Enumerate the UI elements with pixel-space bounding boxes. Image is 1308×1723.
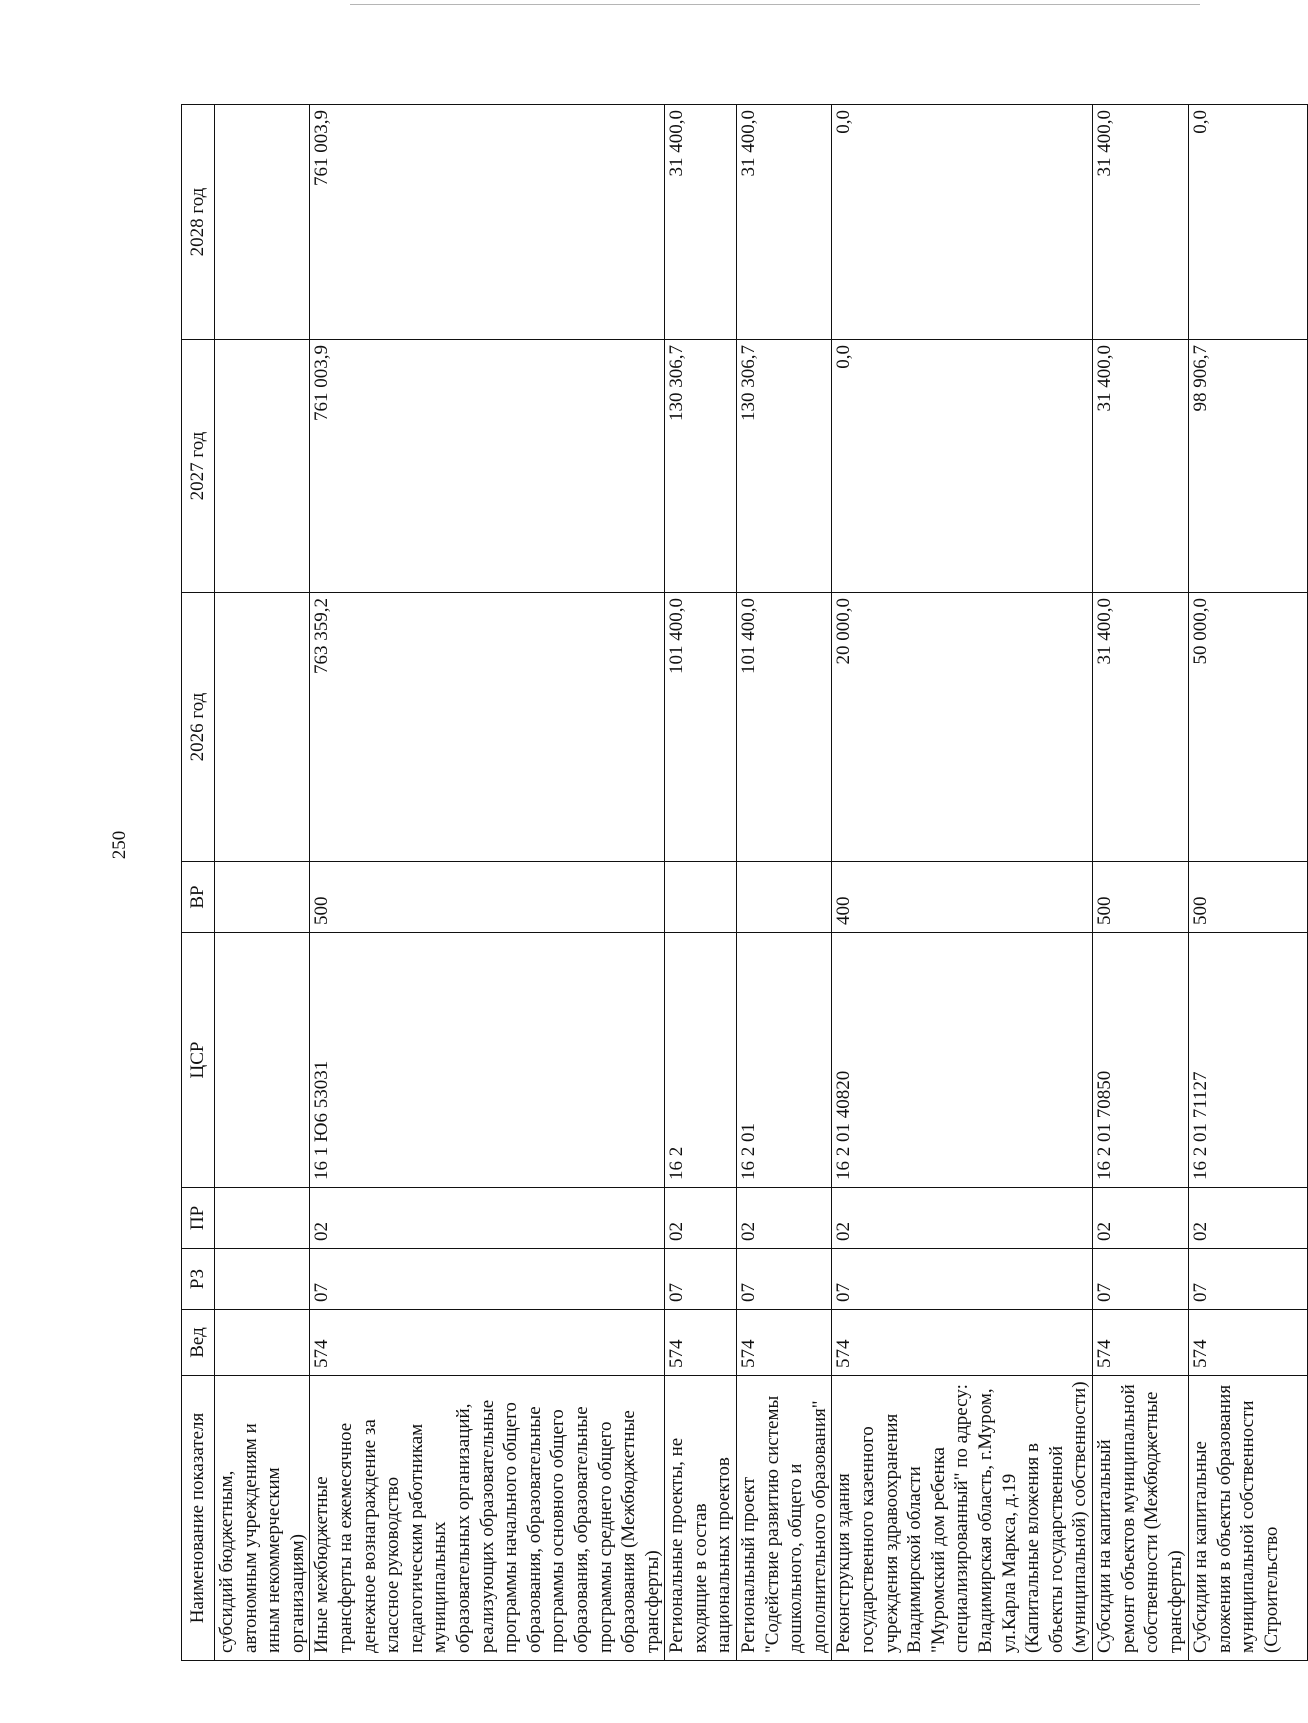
cell-csr (215, 933, 310, 1188)
cell-2027: 130 306,7 (737, 340, 832, 593)
cell-pr: 02 (1188, 1188, 1307, 1249)
cell-name: Субсидии на капитальный ремонт объектов муниципальной собственности (Межбюджетные трансферты) (1092, 1376, 1188, 1661)
cell-name: Реконструкция здания государственного казенного учреждения здравоохранения Владимирской области "Муромский дом ребенка специализированный" по адресу: Владимирская область, г.Муром, ул.Карла Маркса, д.19 (Капитальные вложения в объекты государственной (муниципальной) собственности) (832, 1376, 1093, 1661)
cell-name: Региональный проект "Содействие развитию системы дошкольного, общего и дополнительного образования" (737, 1376, 832, 1661)
cell-ved: 574 (832, 1310, 1093, 1376)
cell-pr: 02 (1092, 1188, 1188, 1249)
cell-2028: 31 400,0 (737, 105, 832, 340)
cell-2028 (215, 105, 310, 340)
cell-2026: 50 000,0 (1188, 593, 1307, 862)
cell-2027: 130 306,7 (665, 340, 737, 593)
cell-2027 (215, 340, 310, 593)
cell-ved: 574 (1188, 1310, 1307, 1376)
table-row (832, 105, 1093, 1661)
cell-pr: 02 (832, 1188, 1093, 1249)
cell-2027: 98 906,7 (1188, 340, 1307, 593)
cell-rz: 07 (1188, 1249, 1307, 1310)
cell-csr: 16 2 01 (737, 933, 832, 1188)
cell-ved: 574 (737, 1310, 832, 1376)
cell-vr (665, 862, 737, 933)
column-header-ved: Вед (182, 1310, 215, 1376)
cell-vr: 500 (1188, 862, 1307, 933)
table-row (1188, 105, 1307, 1661)
cell-name: Региональные проекты, не входящие в состав национальных проектов (665, 1376, 737, 1661)
cell-vr: 500 (310, 862, 665, 933)
cell-2027: 31 400,0 (1092, 340, 1188, 593)
cell-2026: 763 359,2 (310, 593, 665, 862)
cell-csr: 16 2 01 71127 (1188, 933, 1307, 1188)
cell-ved: 574 (665, 1310, 737, 1376)
cell-name: Субсидии на капитальные вложения в объекты образования муниципальной собственности (Строительство (1188, 1376, 1307, 1661)
cell-vr (215, 862, 310, 933)
rotated-table-wrapper (181, 105, 1282, 1661)
cell-2026 (215, 593, 310, 862)
cell-rz: 07 (737, 1249, 832, 1310)
column-header-vr: ВР (182, 862, 215, 933)
table-row (1092, 105, 1188, 1661)
cell-2027: 0,0 (832, 340, 1093, 593)
cell-2028: 31 400,0 (1092, 105, 1188, 340)
scan-edge (350, 4, 1200, 5)
column-header-csr: ЦСР (182, 933, 215, 1188)
cell-csr: 16 1 Ю6 53031 (310, 933, 665, 1188)
cell-csr: 16 2 01 40820 (832, 933, 1093, 1188)
cell-ved (215, 1310, 310, 1376)
cell-csr: 16 2 (665, 933, 737, 1188)
cell-2026: 101 400,0 (665, 593, 737, 862)
table-row (737, 105, 832, 1661)
cell-rz: 07 (1092, 1249, 1188, 1310)
cell-pr (215, 1188, 310, 1249)
column-header-rz: РЗ (182, 1249, 215, 1310)
page-number: 250 (109, 830, 130, 860)
column-header-2027: 2027 год (182, 340, 215, 593)
cell-rz: 07 (310, 1249, 665, 1310)
cell-csr: 16 2 01 70850 (1092, 933, 1188, 1188)
cell-2028: 0,0 (1188, 105, 1307, 340)
cell-pr: 02 (665, 1188, 737, 1249)
cell-vr: 500 (1092, 862, 1188, 933)
column-header-pr: ПР (182, 1188, 215, 1249)
column-header-2028: 2028 год (182, 105, 215, 340)
cell-ved: 574 (310, 1310, 665, 1376)
cell-pr: 02 (310, 1188, 665, 1249)
cell-2028: 0,0 (832, 105, 1093, 340)
cell-rz: 07 (665, 1249, 737, 1310)
cell-2028: 761 003,9 (310, 105, 665, 340)
cell-2026: 20 000,0 (832, 593, 1093, 862)
cell-vr (737, 862, 832, 933)
table-row (665, 105, 737, 1661)
cell-2027: 761 003,9 (310, 340, 665, 593)
table-row (215, 105, 310, 1661)
column-header-name: Наименование показателя (182, 1376, 215, 1661)
table-row (310, 105, 665, 1661)
table-header-row (182, 105, 215, 1661)
cell-2028: 31 400,0 (665, 105, 737, 340)
cell-ved: 574 (1092, 1310, 1188, 1376)
cell-2026: 101 400,0 (737, 593, 832, 862)
cell-name: субсидий бюджетным, автономным учреждениям и иным некоммерческим организациям) (215, 1376, 310, 1661)
budget-table (181, 104, 1308, 1661)
cell-2026: 31 400,0 (1092, 593, 1188, 862)
cell-pr: 02 (737, 1188, 832, 1249)
cell-name: Иные межбюджетные трансферты на ежемесячное денежное вознаграждение за классное руководство педагогическим работникам муниципальных образовательных организаций, реализующих образовательные программы начального общего образования, образовательные программы основного общего образования, образовательные программы среднего общего образования (Межбюджетные трансферты) (310, 1376, 665, 1661)
cell-rz (215, 1249, 310, 1310)
cell-vr: 400 (832, 862, 1093, 933)
cell-rz: 07 (832, 1249, 1093, 1310)
column-header-2026: 2026 год (182, 593, 215, 862)
